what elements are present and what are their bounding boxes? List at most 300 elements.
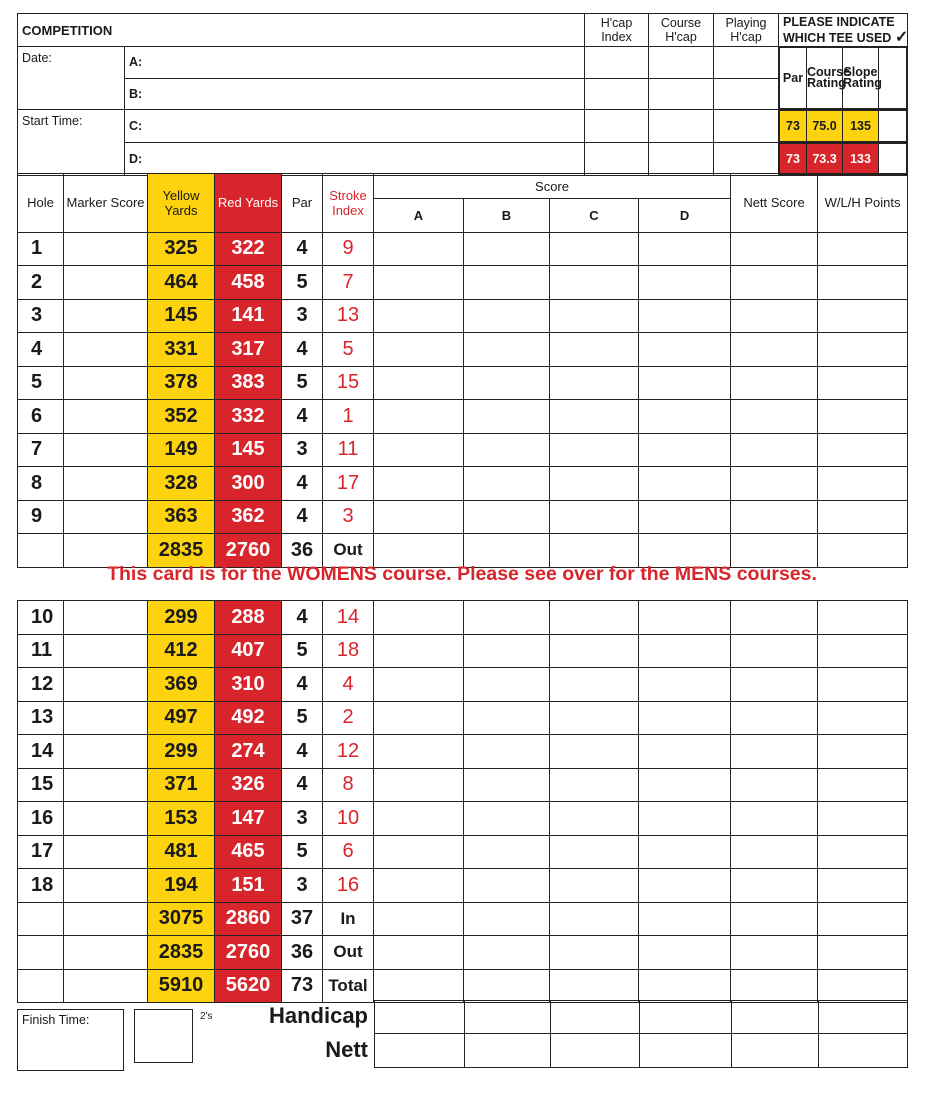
score-cell-a[interactable] [374,366,464,400]
handicap-c[interactable] [551,1001,640,1034]
totals-points[interactable] [818,969,908,1003]
stroke-index-cell: 12 [323,735,374,769]
score-cell-d[interactable] [639,467,731,501]
par-cell: 4 [282,500,323,534]
yellow-yards-cell: 331 [148,333,215,367]
indicate-line1: PLEASE INDICATE [783,15,895,29]
nett-score-cell[interactable] [731,701,818,735]
player-b-hcap-index[interactable] [585,78,649,110]
totals-marker-cell[interactable] [64,969,148,1003]
marker-score-cell[interactable] [64,366,148,400]
competition-header [17,13,908,176]
par-cell: 4 [282,232,323,266]
twos-label: 2's [200,1011,213,1022]
nett-score-cell[interactable] [731,299,818,333]
wlh-points-cell[interactable] [818,333,908,367]
stroke-index-cell: 4 [323,668,374,702]
stroke-index-cell: 6 [323,835,374,869]
finish-time-field[interactable] [17,1009,124,1071]
par-cell: 4 [282,601,323,635]
out-label: Out [323,534,374,568]
score-cell-b[interactable] [464,601,550,635]
player-b-playing-hcap[interactable] [714,78,779,110]
totals-par: 36 [282,936,323,970]
table-row [18,400,908,434]
yellow-yards-cell: 153 [148,802,215,836]
nett-score-cell[interactable] [731,500,818,534]
out-par: 36 [282,534,323,568]
totals-nett[interactable] [731,902,818,936]
marker-score-cell[interactable] [64,232,148,266]
score-cell-b[interactable] [464,634,550,668]
table-row [18,333,908,367]
table-row [18,299,908,333]
wlh-points-header: W/L/H Points [818,174,908,233]
marker-score-cell[interactable] [64,668,148,702]
hole-number: 3 [18,299,64,333]
wlh-points-cell[interactable] [818,735,908,769]
score-cell-b[interactable] [464,299,550,333]
player-a-course-hcap[interactable] [649,47,714,79]
wlh-points-cell[interactable] [818,701,908,735]
yellow-yards-cell: 464 [148,266,215,300]
marker-score-cell[interactable] [64,768,148,802]
wlh-points-cell[interactable] [818,869,908,903]
yellow-yards-cell: 299 [148,601,215,635]
wlh-points-cell[interactable] [818,400,908,434]
yellow-yards-cell: 299 [148,735,215,769]
totals-score-a[interactable] [374,902,464,936]
score-cell-c[interactable] [550,802,639,836]
date-field[interactable]: Date: [18,47,125,110]
marker-score-cell[interactable] [64,869,148,903]
score-cell-c[interactable] [550,634,639,668]
marker-score-cell[interactable] [64,634,148,668]
wlh-points-cell[interactable] [818,433,908,467]
score-col-a: A [374,199,464,233]
score-cell-a[interactable] [374,869,464,903]
handicap-a[interactable] [375,1001,465,1034]
score-cell-b[interactable] [464,835,550,869]
score-cell-d[interactable] [639,433,731,467]
handicap-d[interactable] [640,1001,732,1034]
nett-a[interactable] [375,1034,465,1068]
score-cell-c[interactable] [550,835,639,869]
front-nine-table [17,173,908,568]
nett-score-cell[interactable] [731,400,818,434]
marker-score-cell[interactable] [64,500,148,534]
red-yards-cell: 310 [215,668,282,702]
wlh-points-cell[interactable] [818,299,908,333]
stroke-index-cell: 11 [323,433,374,467]
score-cell-d[interactable] [639,400,731,434]
totals-score-d[interactable] [639,969,731,1003]
score-cell-a[interactable] [374,634,464,668]
score-cell-c[interactable] [550,668,639,702]
nett-score-cell[interactable] [731,366,818,400]
nett-score-cell[interactable] [731,634,818,668]
score-cell-a[interactable] [374,333,464,367]
score-cell-a[interactable] [374,835,464,869]
stroke-index-cell: 10 [323,802,374,836]
yellow-yards-cell: 363 [148,500,215,534]
nett-score-cell[interactable] [731,601,818,635]
score-cell-b[interactable] [464,768,550,802]
nett-score-cell[interactable] [731,802,818,836]
score-cell-b[interactable] [464,668,550,702]
totals-yellow-yards: 2835 [148,936,215,970]
wlh-points-cell[interactable] [818,601,908,635]
red-yards-cell: 383 [215,366,282,400]
wlh-points-cell[interactable] [818,802,908,836]
nett-b[interactable] [465,1034,551,1068]
red-yards-cell: 407 [215,634,282,668]
marker-score-cell[interactable] [64,299,148,333]
red-yards-cell: 288 [215,601,282,635]
score-cell-b[interactable] [464,467,550,501]
par-cell: 4 [282,333,323,367]
wlh-points-cell[interactable] [818,467,908,501]
score-cell-d[interactable] [639,266,731,300]
score-cell-b[interactable] [464,333,550,367]
player-d-course-hcap[interactable] [649,143,714,176]
out-score-d[interactable] [639,534,731,568]
score-cell-a[interactable] [374,400,464,434]
yellow-tee-slope: 135 [843,111,879,142]
tee-ratings-header [779,47,908,110]
score-cell-d[interactable] [639,735,731,769]
back-nine-rows [18,601,908,903]
table-row [18,701,908,735]
score-cell-c[interactable] [550,366,639,400]
womens-course-notice: This card is for the WOMENS course. Please see over for the MENS courses. [107,563,817,585]
hole-number: 12 [18,668,64,702]
nett-d[interactable] [640,1034,732,1068]
red-tee-slope: 133 [843,144,879,175]
totals-score-b[interactable] [464,936,550,970]
wlh-points-cell[interactable] [818,500,908,534]
twos-box[interactable] [134,1009,193,1063]
score-cell-d[interactable] [639,634,731,668]
totals-hole-blank [18,969,64,1003]
tee-slope-rating-label: Slope Rating [843,48,879,109]
hole-number: 9 [18,500,64,534]
nett-score-cell[interactable] [731,768,818,802]
table-row [18,467,908,501]
score-cell-d[interactable] [639,366,731,400]
score-cell-b[interactable] [464,500,550,534]
red-tee-row[interactable] [779,143,908,176]
par-cell: 4 [282,735,323,769]
score-cell-a[interactable] [374,768,464,802]
course-hcap-header: Course H'cap [649,14,714,47]
score-cell-a[interactable] [374,433,464,467]
score-cell-d[interactable] [639,835,731,869]
score-cell-b[interactable] [464,400,550,434]
score-cell-a[interactable] [374,232,464,266]
totals-nett[interactable] [731,936,818,970]
stroke-index-cell: 3 [323,500,374,534]
score-cell-c[interactable] [550,232,639,266]
totals-label: Total [323,969,374,1003]
score-cell-c[interactable] [550,601,639,635]
wlh-points-cell[interactable] [818,266,908,300]
red-tee-checkbox[interactable] [879,144,907,175]
score-cell-c[interactable] [550,299,639,333]
score-cell-d[interactable] [639,768,731,802]
hole-number: 13 [18,701,64,735]
totals-score-a[interactable] [374,936,464,970]
red-yards-cell: 300 [215,467,282,501]
totals-yellow-yards: 3075 [148,902,215,936]
par-cell: 3 [282,299,323,333]
player-c-course-hcap[interactable] [649,110,714,143]
score-cell-a[interactable] [374,467,464,501]
hole-number: 10 [18,601,64,635]
table-row [18,634,908,668]
totals-score-c[interactable] [550,902,639,936]
score-cell-a[interactable] [374,601,464,635]
nett-score-cell[interactable] [731,668,818,702]
totals-marker-cell[interactable] [64,936,148,970]
out-score-c[interactable] [550,534,639,568]
player-b-name-field[interactable]: B: [125,78,585,110]
player-c-playing-hcap[interactable] [714,110,779,143]
score-cell-b[interactable] [464,366,550,400]
table-row [18,802,908,836]
player-b-course-hcap[interactable] [649,78,714,110]
out-points[interactable] [818,534,908,568]
totals-score-a[interactable] [374,969,464,1003]
hole-number: 16 [18,802,64,836]
table-row [18,366,908,400]
score-cell-c[interactable] [550,500,639,534]
tee-course-rating-label: Course Rating [807,48,843,109]
nett-score-cell[interactable] [731,433,818,467]
out-total-row [18,534,908,568]
score-cell-d[interactable] [639,668,731,702]
handicap-label: Handicap [268,1003,368,1028]
marker-score-cell[interactable] [64,333,148,367]
score-cell-b[interactable] [464,869,550,903]
wlh-points-cell[interactable] [818,232,908,266]
start-time-field[interactable]: Start Time: [18,110,125,176]
totals-row [18,902,908,936]
table-row [18,768,908,802]
totals-label: Out [323,936,374,970]
score-cell-c[interactable] [550,266,639,300]
stroke-index-cell: 2 [323,701,374,735]
par-cell: 4 [282,768,323,802]
out-red-yards: 2760 [215,534,282,568]
totals-marker-cell[interactable] [64,902,148,936]
red-yards-cell: 141 [215,299,282,333]
stroke-index-header: Stroke Index [323,174,374,233]
wlh-points-cell[interactable] [818,634,908,668]
yellow-yards-cell: 352 [148,400,215,434]
totals-score-d[interactable] [639,902,731,936]
out-score-a[interactable] [374,534,464,568]
totals-red-yards: 2860 [215,902,282,936]
score-cell-d[interactable] [639,601,731,635]
totals-row [18,936,908,970]
player-c-hcap-index[interactable] [585,110,649,143]
player-a-name-field[interactable]: A: [125,47,585,79]
totals-score-b[interactable] [464,902,550,936]
totals-row [18,969,908,1003]
table-row [18,869,908,903]
score-cell-d[interactable] [639,802,731,836]
par-header: Par [282,174,323,233]
par-cell: 3 [282,802,323,836]
par-cell: 5 [282,835,323,869]
stroke-index-cell: 8 [323,768,374,802]
nett-score-cell[interactable] [731,266,818,300]
totals-score-c[interactable] [550,969,639,1003]
table-row [18,835,908,869]
red-yards-cell: 317 [215,333,282,367]
marker-score-cell[interactable] [64,467,148,501]
score-cell-d[interactable] [639,333,731,367]
stroke-index-cell: 1 [323,400,374,434]
totals-points[interactable] [818,902,908,936]
score-col-d: D [639,199,731,233]
par-cell: 3 [282,433,323,467]
out-marker-blank[interactable] [64,534,148,568]
nett-points[interactable] [819,1034,908,1068]
red-yards-cell: 147 [215,802,282,836]
score-cell-d[interactable] [639,869,731,903]
score-cell-d[interactable] [639,232,731,266]
marker-score-cell[interactable] [64,835,148,869]
score-cell-a[interactable] [374,735,464,769]
nett-c[interactable] [551,1034,640,1068]
marker-score-cell[interactable] [64,601,148,635]
wlh-points-cell[interactable] [818,668,908,702]
player-a-playing-hcap[interactable] [714,47,779,79]
score-cell-c[interactable] [550,400,639,434]
out-nett[interactable] [731,534,818,568]
red-tee-course-rating: 73.3 [807,144,843,175]
wlh-points-cell[interactable] [818,366,908,400]
hole-number: 7 [18,433,64,467]
stroke-index-cell: 16 [323,869,374,903]
handicap-points[interactable] [819,1001,908,1034]
totals-points[interactable] [818,936,908,970]
score-cell-a[interactable] [374,668,464,702]
score-cell-b[interactable] [464,433,550,467]
player-a-hcap-index[interactable] [585,47,649,79]
stroke-index-cell: 18 [323,634,374,668]
yellow-yards-cell: 145 [148,299,215,333]
marker-score-cell[interactable] [64,433,148,467]
score-cell-a[interactable] [374,701,464,735]
score-cell-a[interactable] [374,500,464,534]
marker-score-cell[interactable] [64,266,148,300]
player-d-name-field[interactable]: D: [125,143,585,176]
score-cell-c[interactable] [550,433,639,467]
score-cell-b[interactable] [464,802,550,836]
stroke-index-cell: 7 [323,266,374,300]
totals-score-b[interactable] [464,969,550,1003]
player-d-hcap-index[interactable] [585,143,649,176]
player-d-playing-hcap[interactable] [714,143,779,176]
player-c-name-field[interactable]: C: [125,110,585,143]
yellow-yards-cell: 328 [148,467,215,501]
totals-red-yards: 5620 [215,969,282,1003]
yellow-yards-header: Yellow Yards [148,174,215,233]
red-yards-cell: 458 [215,266,282,300]
score-cell-c[interactable] [550,869,639,903]
stroke-index-cell: 14 [323,601,374,635]
handicap-nett[interactable] [732,1001,819,1034]
handicap-nett-grid [374,1000,908,1068]
hole-number: 6 [18,400,64,434]
score-cell-b[interactable] [464,232,550,266]
score-cell-c[interactable] [550,735,639,769]
marker-score-cell[interactable] [64,735,148,769]
marker-score-cell[interactable] [64,400,148,434]
score-cell-d[interactable] [639,500,731,534]
hole-number: 8 [18,467,64,501]
score-cell-c[interactable] [550,768,639,802]
nett-score-cell[interactable] [731,467,818,501]
nett-nett[interactable] [732,1034,819,1068]
table-row [18,735,908,769]
score-cell-c[interactable] [550,467,639,501]
score-col-b: B [464,199,550,233]
score-cell-b[interactable] [464,701,550,735]
score-cell-b[interactable] [464,266,550,300]
nett-score-cell[interactable] [731,232,818,266]
red-tee-par: 73 [780,144,807,175]
yellow-tee-checkbox[interactable] [879,111,907,142]
score-cell-a[interactable] [374,266,464,300]
stroke-index-cell: 9 [323,232,374,266]
score-cell-b[interactable] [464,735,550,769]
score-cell-d[interactable] [639,701,731,735]
table-row [18,601,908,635]
wlh-points-cell[interactable] [818,835,908,869]
totals-score-c[interactable] [550,936,639,970]
totals-nett[interactable] [731,969,818,1003]
yellow-tee-par: 73 [780,111,807,142]
hole-number: 5 [18,366,64,400]
yellow-yards-cell: 149 [148,433,215,467]
marker-score-cell[interactable] [64,701,148,735]
out-score-b[interactable] [464,534,550,568]
nett-score-cell[interactable] [731,869,818,903]
nett-score-cell[interactable] [731,835,818,869]
wlh-points-cell[interactable] [818,768,908,802]
score-cell-d[interactable] [639,299,731,333]
yellow-tee-row[interactable] [779,110,908,143]
marker-score-cell[interactable] [64,802,148,836]
yellow-yards-cell: 325 [148,232,215,266]
table-row [18,266,908,300]
score-cell-a[interactable] [374,802,464,836]
score-cell-a[interactable] [374,299,464,333]
tee-par-label: Par [780,48,807,109]
nett-score-cell[interactable] [731,333,818,367]
score-cell-c[interactable] [550,333,639,367]
handicap-b[interactable] [465,1001,551,1034]
totals-hole-blank [18,902,64,936]
nett-score-cell[interactable] [731,735,818,769]
par-cell: 4 [282,400,323,434]
totals-score-d[interactable] [639,936,731,970]
score-cell-c[interactable] [550,701,639,735]
